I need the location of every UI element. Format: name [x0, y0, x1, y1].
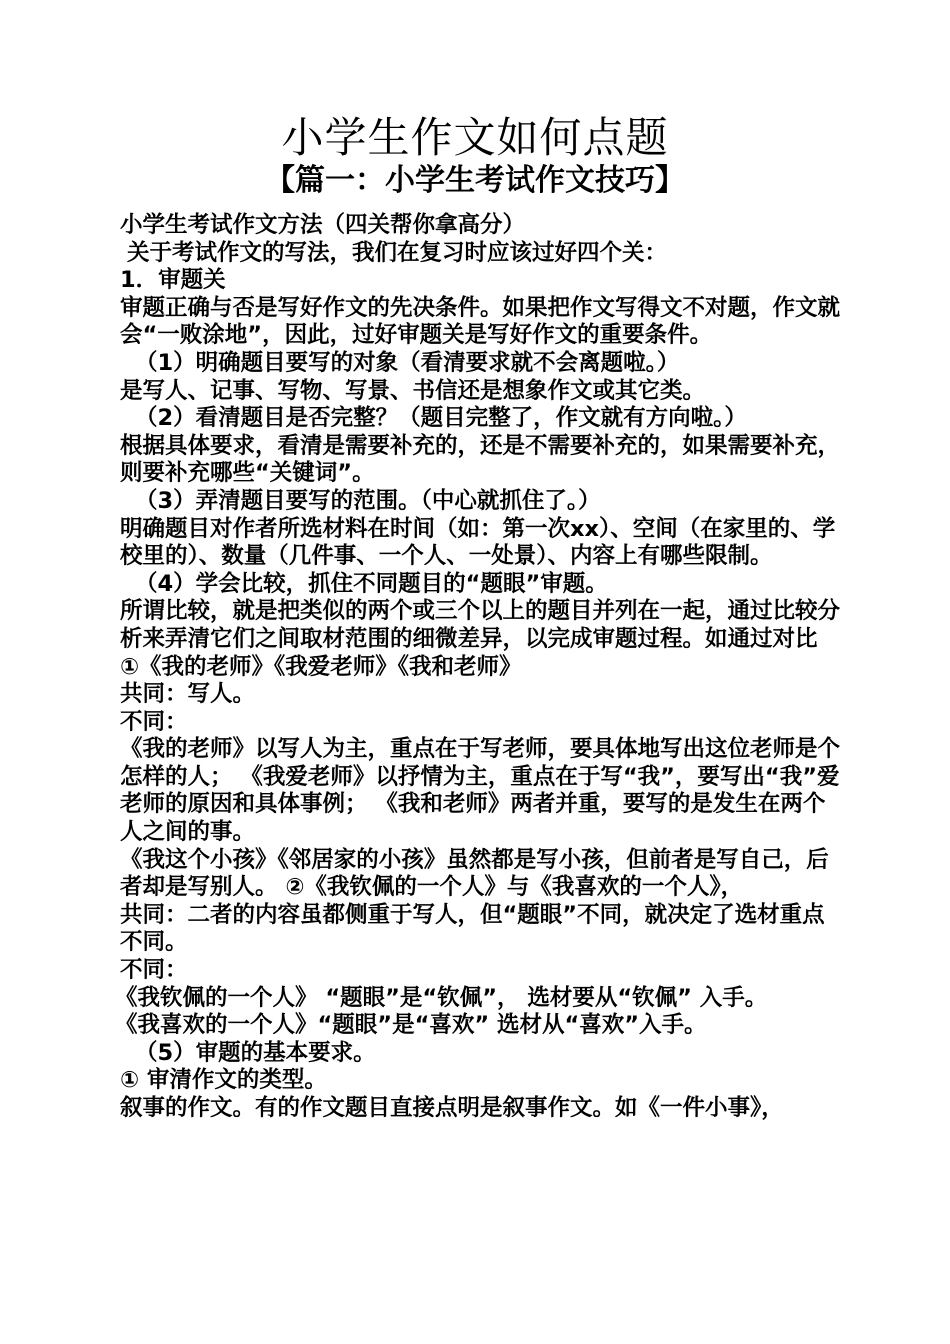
paragraph: 《我钦佩的一个人》 “题眼”是“钦佩”， 选材要从“钦佩” 入手。 — [115, 984, 768, 1011]
example-heading: ①《我的老师》《我爱老师》《我和老师》 — [120, 653, 522, 680]
point-heading: （1）明确题目要写的对象（看清要求就不会离题啦。） — [135, 349, 680, 376]
paragraph: 所谓比较，就是把类似的两个或三个以上的题目并列在一起，通过比较分析来弄清它们之间取材范围的细微差异，以完成审题过程。如通过对比 — [120, 598, 841, 652]
paragraph: 不同： — [120, 957, 188, 984]
point-heading: （3）弄清题目要写的范围。（中心就抓住了。） — [135, 487, 601, 514]
document-title: 小学生作文如何点题 — [281, 113, 669, 162]
paragraph: 明确题目对作者所选材料在时间（如：第一次xx）、空间（在家里的、学校里的）、数量（几件事、一个人、一处景）、内容上有哪些限制。 — [120, 515, 836, 570]
paragraph: 共同：写人。 — [120, 681, 256, 708]
paragraph: 《我喜欢的一个人》“题眼”是“喜欢” 选材从“喜欢”入手。 — [115, 1012, 707, 1039]
subsection-heading: 1．审题关 — [120, 267, 226, 294]
paragraph: 《我的老师》以写人为主，重点在于写老师，要具体地写出这位老师是个怎样的人； 《我爱老师》以抒情为主，重点在于写“我”，要写出“我”爱老师的原因和具体事例； 《我和老师》两者并重，要写的是发生在两个人之间的事。 — [120, 736, 841, 846]
paragraph: 根据具体要求，看清是需要补充的，还是不需要补充的，如果需要补充，则要补充哪些“关键词”。 — [120, 432, 841, 487]
paragraph: 是写人、记事、写物、写景、书信还是想象作文或其它类。 — [120, 377, 706, 404]
subpoint-heading: ① 审清作文的类型。 — [120, 1067, 327, 1094]
section-heading: 小学生考试作文方法（四关帮你拿高分） — [120, 212, 526, 238]
paragraph: 关于考试作文的写法，我们在复习时应该过好四个关： — [127, 239, 668, 266]
paragraph: 叙事的作文。有的作文题目直接点明是叙事作文。如《一件小事》， — [120, 1095, 784, 1121]
document-body — [115, 212, 840, 1123]
paragraph: 《我这个小孩》《邻居家的小孩》虽然都是写小孩，但前者是写自己，后者却是写别人。 ②《我钦佩的一个人》与《我喜欢的一个人》， — [120, 846, 829, 901]
point-heading: （5）审题的基本要求。 — [135, 1039, 376, 1066]
paragraph: 不同： — [120, 708, 188, 735]
paragraph: 共同：二者的内容虽都侧重于写人，但“题眼”不同，就决定了选材重点不同。 — [120, 901, 825, 956]
paragraph: 审题正确与否是写好作文的先决条件。如果把作文写得文不对题，作文就会“一败涂地”，因此，过好审题关是写好作文的重要条件。 — [120, 294, 841, 349]
point-heading: （4）学会比较，抓住不同题目的“题眼”审题。 — [135, 570, 608, 597]
point-heading: （2）看清题目是否完整？（题目完整了，作文就有方向啦。） — [135, 405, 747, 432]
document-subtitle: 【篇一：小学生考试作文技巧】 — [265, 163, 685, 198]
